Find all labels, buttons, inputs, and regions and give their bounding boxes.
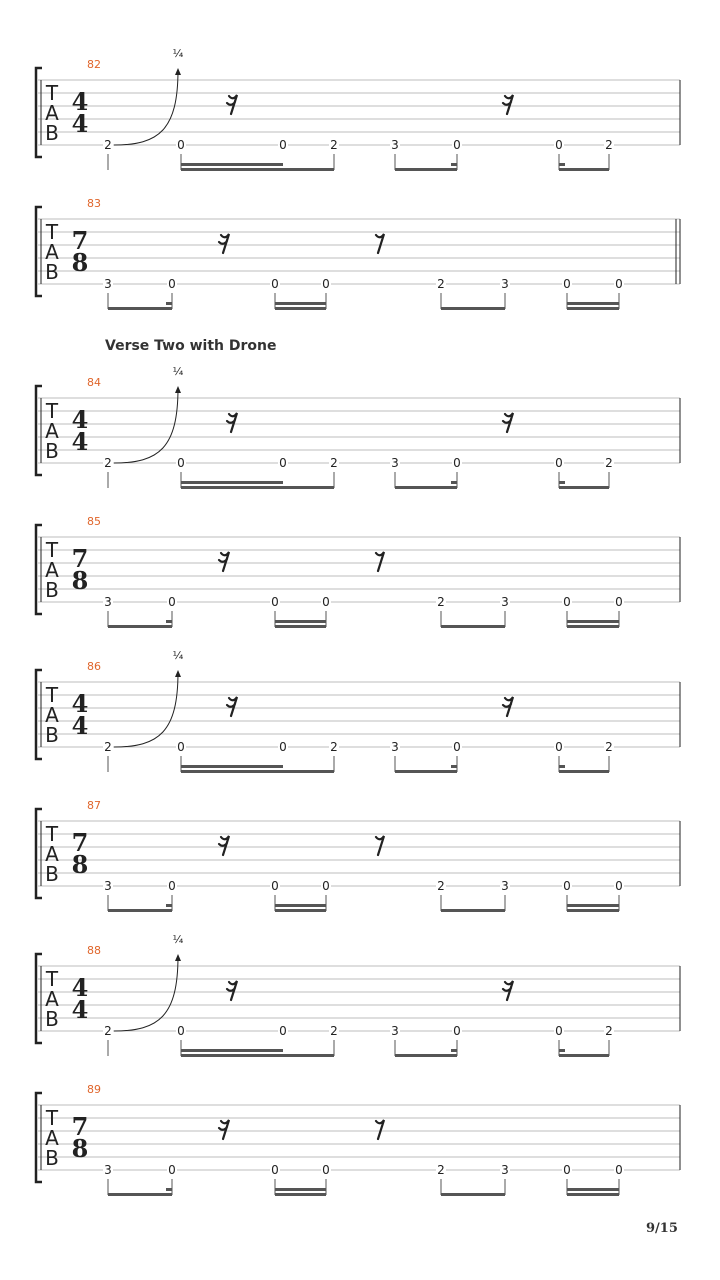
page-number: 9/15 bbox=[646, 1221, 678, 1236]
fret-number: 0 bbox=[453, 138, 461, 152]
fret-number: 0 bbox=[271, 1163, 279, 1177]
fret-number: 2 bbox=[605, 740, 613, 754]
tab-clef-letter: A bbox=[45, 240, 59, 264]
fret-number: 0 bbox=[168, 1163, 176, 1177]
measure-number: 89 bbox=[87, 1083, 101, 1096]
fret-number: 2 bbox=[437, 595, 445, 609]
secondary-beam bbox=[181, 163, 283, 166]
secondary-beam bbox=[567, 904, 619, 907]
fret-number: 3 bbox=[391, 1024, 399, 1038]
tab-clef-letter: A bbox=[45, 1126, 59, 1150]
sixteenth-rest bbox=[227, 95, 237, 114]
secondary-beam bbox=[275, 1188, 326, 1191]
tab-clef-letter: A bbox=[45, 101, 59, 125]
time-signature-denominator: 8 bbox=[71, 850, 89, 879]
fret-number: 3 bbox=[104, 277, 112, 291]
partial-beam bbox=[559, 765, 565, 768]
fret-number: 3 bbox=[104, 595, 112, 609]
beam bbox=[567, 307, 619, 310]
time-signature-numerator: 4 bbox=[71, 87, 89, 116]
fret-number: 0 bbox=[615, 595, 623, 609]
measure-number: 87 bbox=[87, 799, 101, 812]
sixteenth-rest bbox=[503, 413, 513, 432]
fret-number: 0 bbox=[168, 595, 176, 609]
fret-number: 0 bbox=[615, 879, 623, 893]
beam bbox=[275, 307, 326, 310]
beam bbox=[181, 770, 334, 773]
tab-clef-letter: T bbox=[45, 399, 59, 423]
fret-number: 3 bbox=[104, 1163, 112, 1177]
beam bbox=[567, 909, 619, 912]
secondary-beam bbox=[567, 1188, 619, 1191]
fret-number: 3 bbox=[391, 740, 399, 754]
fret-number: 0 bbox=[271, 879, 279, 893]
partial-beam bbox=[166, 904, 172, 907]
fret-number: 2 bbox=[330, 1024, 338, 1038]
beam bbox=[395, 486, 457, 489]
beam bbox=[395, 770, 457, 773]
fret-number: 3 bbox=[501, 879, 509, 893]
measure-number: 83 bbox=[87, 197, 101, 210]
beam bbox=[441, 1193, 505, 1196]
measure-number: 84 bbox=[87, 376, 101, 389]
bend-label: ¼ bbox=[172, 47, 184, 60]
beam bbox=[559, 486, 609, 489]
tab-clef-letter: B bbox=[45, 260, 59, 284]
secondary-beam bbox=[567, 620, 619, 623]
fret-number: 0 bbox=[177, 1024, 185, 1038]
fret-number: 0 bbox=[615, 1163, 623, 1177]
time-signature-numerator: 4 bbox=[71, 405, 89, 434]
eighth-rest bbox=[376, 836, 384, 855]
partial-beam bbox=[166, 620, 172, 623]
fret-number: 0 bbox=[322, 1163, 330, 1177]
fret-number: 0 bbox=[555, 1024, 563, 1038]
secondary-beam bbox=[181, 481, 283, 484]
fret-number: 0 bbox=[322, 879, 330, 893]
fret-number: 0 bbox=[322, 595, 330, 609]
partial-beam bbox=[166, 1188, 172, 1191]
tab-clef-letter: B bbox=[45, 1007, 59, 1031]
section-title: Verse Two with Drone bbox=[105, 338, 277, 354]
fret-number: 0 bbox=[563, 277, 571, 291]
time-signature-denominator: 4 bbox=[71, 109, 89, 138]
partial-beam bbox=[451, 1049, 457, 1052]
fret-number: 2 bbox=[605, 1024, 613, 1038]
fret-number: 3 bbox=[501, 595, 509, 609]
beam bbox=[181, 1054, 334, 1057]
fret-number: 2 bbox=[104, 138, 112, 152]
fret-number: 0 bbox=[279, 1024, 287, 1038]
fret-number: 0 bbox=[168, 277, 176, 291]
tab-clef-letter: T bbox=[45, 967, 59, 991]
sixteenth-rest bbox=[503, 95, 513, 114]
tab-clef-letter: T bbox=[45, 822, 59, 846]
beam bbox=[567, 625, 619, 628]
sixteenth-rest bbox=[227, 413, 237, 432]
partial-beam bbox=[166, 302, 172, 305]
fret-number: 0 bbox=[615, 277, 623, 291]
partial-beam bbox=[451, 163, 457, 166]
tab-clef-letter: A bbox=[45, 419, 59, 443]
tab-clef-letter: B bbox=[45, 578, 59, 602]
partial-beam bbox=[451, 481, 457, 484]
fret-number: 0 bbox=[563, 879, 571, 893]
eighth-rest bbox=[376, 1120, 384, 1139]
beam bbox=[275, 909, 326, 912]
beam bbox=[559, 168, 609, 171]
secondary-beam bbox=[275, 904, 326, 907]
partial-beam bbox=[559, 163, 565, 166]
beam bbox=[441, 625, 505, 628]
sixteenth-rest bbox=[503, 697, 513, 716]
partial-beam bbox=[451, 765, 457, 768]
tab-clef-letter: B bbox=[45, 723, 59, 747]
time-signature-numerator: 7 bbox=[71, 544, 89, 573]
partial-beam bbox=[559, 1049, 565, 1052]
sixteenth-rest bbox=[219, 234, 229, 253]
fret-number: 0 bbox=[563, 1163, 571, 1177]
eighth-rest bbox=[376, 234, 384, 253]
fret-number: 0 bbox=[271, 595, 279, 609]
fret-number: 3 bbox=[391, 456, 399, 470]
beam bbox=[108, 1193, 172, 1196]
bend-arrowhead bbox=[175, 68, 181, 75]
beam bbox=[108, 909, 172, 912]
beam bbox=[275, 625, 326, 628]
tab-clef-letter: B bbox=[45, 439, 59, 463]
fret-number: 3 bbox=[501, 277, 509, 291]
tab-clef-letter: T bbox=[45, 683, 59, 707]
time-signature-denominator: 4 bbox=[71, 427, 89, 456]
beam bbox=[181, 486, 334, 489]
fret-number: 2 bbox=[605, 456, 613, 470]
tab-clef-letter: T bbox=[45, 538, 59, 562]
fret-number: 2 bbox=[104, 456, 112, 470]
fret-number: 0 bbox=[279, 740, 287, 754]
time-signature-numerator: 7 bbox=[71, 828, 89, 857]
tab-clef-letter: B bbox=[45, 1146, 59, 1170]
eighth-rest bbox=[376, 552, 384, 571]
bend-label: ¼ bbox=[172, 365, 184, 378]
fret-number: 3 bbox=[391, 138, 399, 152]
tab-clef-letter: T bbox=[45, 220, 59, 244]
fret-number: 2 bbox=[330, 740, 338, 754]
time-signature-denominator: 8 bbox=[71, 1134, 89, 1163]
partial-beam bbox=[559, 481, 565, 484]
fret-number: 2 bbox=[437, 277, 445, 291]
beam bbox=[275, 1193, 326, 1196]
fret-number: 0 bbox=[555, 740, 563, 754]
tab-clef-letter: A bbox=[45, 842, 59, 866]
fret-number: 2 bbox=[104, 1024, 112, 1038]
bend-curve bbox=[114, 956, 178, 1031]
beam bbox=[395, 1054, 457, 1057]
fret-number: 0 bbox=[453, 740, 461, 754]
time-signature-numerator: 7 bbox=[71, 226, 89, 255]
measure-number: 85 bbox=[87, 515, 101, 528]
time-signature-numerator: 4 bbox=[71, 973, 89, 1002]
secondary-beam bbox=[567, 302, 619, 305]
tab-clef-letter: T bbox=[45, 1106, 59, 1130]
time-signature-denominator: 8 bbox=[71, 248, 89, 277]
bend-arrowhead bbox=[175, 670, 181, 677]
fret-number: 3 bbox=[501, 1163, 509, 1177]
sixteenth-rest bbox=[227, 697, 237, 716]
sixteenth-rest bbox=[219, 552, 229, 571]
tab-clef-letter: B bbox=[45, 862, 59, 886]
sixteenth-rest bbox=[227, 981, 237, 1000]
sixteenth-rest bbox=[503, 981, 513, 1000]
fret-number: 0 bbox=[177, 138, 185, 152]
fret-number: 0 bbox=[453, 456, 461, 470]
fret-number: 3 bbox=[104, 879, 112, 893]
beam bbox=[567, 1193, 619, 1196]
bend-curve bbox=[114, 672, 178, 747]
beam bbox=[559, 770, 609, 773]
fret-number: 2 bbox=[605, 138, 613, 152]
fret-number: 0 bbox=[279, 456, 287, 470]
fret-number: 0 bbox=[555, 138, 563, 152]
secondary-beam bbox=[181, 765, 283, 768]
fret-number: 0 bbox=[177, 740, 185, 754]
fret-number: 2 bbox=[330, 456, 338, 470]
measure-number: 82 bbox=[87, 58, 101, 71]
beam bbox=[441, 307, 505, 310]
measure-number: 88 bbox=[87, 944, 101, 957]
fret-number: 2 bbox=[437, 879, 445, 893]
fret-number: 2 bbox=[437, 1163, 445, 1177]
beam bbox=[181, 168, 334, 171]
fret-number: 0 bbox=[322, 277, 330, 291]
bend-label: ¼ bbox=[172, 649, 184, 662]
secondary-beam bbox=[275, 620, 326, 623]
fret-number: 0 bbox=[271, 277, 279, 291]
fret-number: 0 bbox=[555, 456, 563, 470]
beam bbox=[108, 307, 172, 310]
tab-clef-letter: B bbox=[45, 121, 59, 145]
fret-number: 0 bbox=[279, 138, 287, 152]
bend-arrowhead bbox=[175, 954, 181, 961]
fret-number: 0 bbox=[563, 595, 571, 609]
beam bbox=[108, 625, 172, 628]
measure-number: 86 bbox=[87, 660, 101, 673]
fret-number: 0 bbox=[168, 879, 176, 893]
time-signature-numerator: 7 bbox=[71, 1112, 89, 1141]
fret-number: 2 bbox=[104, 740, 112, 754]
time-signature-denominator: 4 bbox=[71, 995, 89, 1024]
time-signature-numerator: 4 bbox=[71, 689, 89, 718]
beam bbox=[395, 168, 457, 171]
secondary-beam bbox=[181, 1049, 283, 1052]
tab-clef-letter: A bbox=[45, 558, 59, 582]
fret-number: 2 bbox=[330, 138, 338, 152]
tab-clef-letter: A bbox=[45, 987, 59, 1011]
time-signature-denominator: 4 bbox=[71, 711, 89, 740]
tab-clef-letter: T bbox=[45, 81, 59, 105]
beam bbox=[559, 1054, 609, 1057]
time-signature-denominator: 8 bbox=[71, 566, 89, 595]
bend-curve bbox=[114, 70, 178, 145]
sixteenth-rest bbox=[219, 1120, 229, 1139]
fret-number: 0 bbox=[453, 1024, 461, 1038]
bend-curve bbox=[114, 388, 178, 463]
secondary-beam bbox=[275, 302, 326, 305]
fret-number: 0 bbox=[177, 456, 185, 470]
beam bbox=[441, 909, 505, 912]
bend-arrowhead bbox=[175, 386, 181, 393]
bend-label: ¼ bbox=[172, 933, 184, 946]
sixteenth-rest bbox=[219, 836, 229, 855]
tab-clef-letter: A bbox=[45, 703, 59, 727]
